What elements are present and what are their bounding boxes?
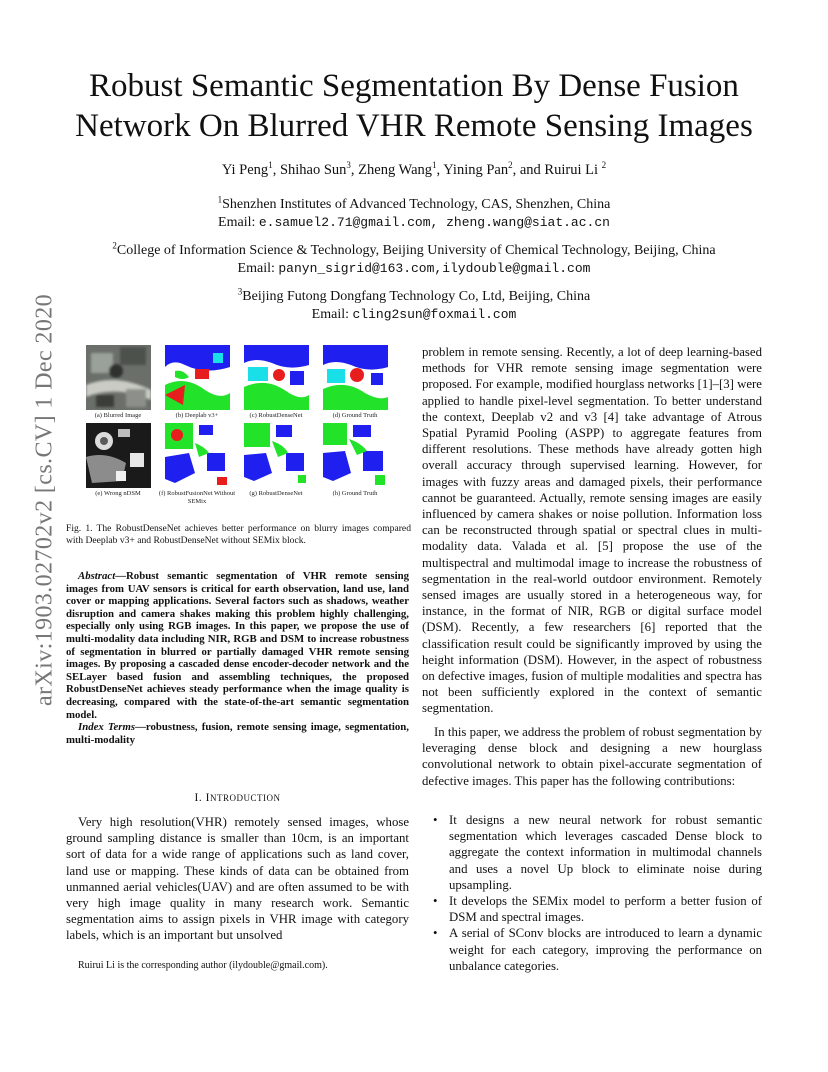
section-title-first: I: [205, 792, 210, 804]
title-line-1: Robust Semantic Segmentation By Dense Fusion: [89, 68, 739, 104]
index-terms-text: —robustness, fusion, remote sensing image, segmentation, multi-modality: [66, 721, 409, 746]
caption-c: (c) RobustDenseNet: [249, 412, 303, 419]
author: , Yining Pan: [436, 162, 509, 178]
intro-paragraph: Very high resolution(VHR) remotely sensed images, whose ground sampling distance is smaller than 10cm, is an important sort of data for a wide range of applications such as land cover, land use or mapping. These kinds of data can be obtained from unmanned aerial vehicles(UAV) and are often assumed to be with very high image quality in many research work. Semantic segmentation aims to assign pixels in VHR image with category labels, which is an important but unsolved: [66, 815, 409, 943]
blurred-image-photo: [86, 345, 151, 410]
figure-1: [86, 345, 408, 515]
caption-e: (e) Wrong nDSM: [95, 490, 141, 497]
aff-name: Shenzhen Institutes of Advanced Technology, CAS, Shenzhen, China: [222, 197, 611, 212]
author-sup: 1: [268, 160, 273, 171]
caption-g: (g) RobustDenseNet: [249, 490, 303, 497]
affiliation-1: [20, 196, 808, 232]
caption-f: (f) RobustFusionNet Without SEMix: [158, 490, 236, 505]
list-item: [422, 925, 762, 974]
index-terms-label: Index Terms: [78, 721, 136, 734]
bullet-mark: •: [433, 926, 438, 941]
list-item: [422, 893, 762, 925]
aff-sup: 1: [217, 194, 223, 205]
robustdensenet-segmentation-2: [244, 423, 309, 488]
email-label: Email:: [218, 215, 259, 230]
affiliation-3: [20, 288, 808, 324]
section-number: I.: [194, 792, 206, 804]
robustdensenet-segmentation: [244, 345, 309, 410]
email-label: Email:: [237, 261, 279, 276]
author-sup: 1: [432, 160, 437, 171]
email-text: e.samuel2.71@gmail.com, zheng.wang@siat.ac.cn: [258, 215, 610, 230]
caption-a: (a) Blurred Image: [94, 412, 142, 419]
arxiv-id: arXiv:1903.02702v2 [cs.CV] 1 Dec 2020: [31, 293, 58, 707]
wrong-ndsm-image: [86, 423, 151, 488]
author: , Zheng Wang: [350, 162, 433, 178]
author-sup: 3: [346, 160, 351, 171]
aff-name: College of Information Science & Technology, Beijing University of Chemical Technology, Beijing, China: [116, 243, 716, 258]
aff-name: Beijing Futong Dongfang Technology Co, Ltd, Beijing, China: [242, 289, 591, 304]
abstract: [66, 570, 409, 746]
ground-truth-segmentation: [323, 345, 388, 410]
abstract-text: —Robust semantic segmentation of VHR remote sensing images from UAV sensors is critical for earth observation, land use, land cover or mapping applications. Several factors such as shadows, weather disruption and camera shakes making this problem highly challenging, especially only using RGB images. In this paper, we propose the use of multi-modality data including NIR, RGB and DSM to increase robustness of segmentation in blurred or partially damaged VHR remote sensing images. By proposing a cascaded dense encoder-decoder network and the SELayer based fusion and assembling techniques, the proposed RobustDenseNet achieves steady performance when the image quality is decreasing, compared with the state-of-the-art semantic segmentation model.: [66, 570, 409, 721]
ground-truth-segmentation-2: [323, 423, 388, 488]
author: , Shihao Sun: [272, 162, 347, 178]
list-item: [422, 812, 762, 893]
author: Yi Peng: [221, 162, 269, 178]
right-paragraph-1: problem in remote sensing. Recently, a lot of deep learning-based methods for VHR remote sensing image segmentation were proposed. For example, modified hourglass networks [1]–[3] were applied to handle pixel-level segmentation. To better understand the context, Deeplab v2 and v3 [4] take advantage of Atrous Spatial Pyramid Pooling (ASPP) to aggregate features from different resolutions. These methods have already gotten high overall accuracy through supervised learning. However, for images with fuzzy areas and damaged pixels, their performance cannot be guaranteed. Actually, remote sensing images are easily influenced by camera shakes or noise pollution. Information loss can be reconstructed through spatial or spectral clues in multi-modality data. Valada et al. [5] propose the use of the multispectral and multimodal image to increase the robustness of segmentation in the real-world outdoor environment. Remotely sensed images are usually stored in a heterogeneous way, for instance, in the format of NIR, RGB or digital surface model (DSM). Recently, a few researchers [6] reported that the classification result could be significantly improved by using the height information (DSM). However, in the aspect of robustness on defective images, fusion of multiple modalities and spectra has not been sufficiently explored in the context of semantic segmentation.: [422, 345, 762, 716]
author: , and Ruirui Li: [512, 162, 602, 178]
aff-sup: 2: [112, 240, 117, 251]
list-item-text: A serial of SConv blocks are introduced to learn a dynamic weight for each category, improving the performance on unbalance categories.: [449, 926, 762, 973]
caption-h: (h) Ground Truth: [332, 490, 378, 497]
bullet-mark: •: [433, 894, 438, 909]
list-item-text: It develops the SEMix model to perform a better fusion of DSM and spectral images.: [449, 894, 762, 925]
bullet-mark: •: [433, 813, 438, 827]
right-paragraph-2: In this paper, we address the problem of robust segmentation by leveraging dense block and designing a new hourglass convolutional network to obtain pixel-accurate segmentation of defective images. This paper has the following contributions:: [422, 725, 762, 788]
robustfusionnet-segmentation: [165, 423, 230, 488]
author-sup: 2: [601, 160, 607, 171]
deeplab-segmentation: [165, 345, 230, 410]
section-title-rest: NTRODUCTION: [209, 793, 281, 803]
list-item-text: It designs a new neural network for robust semantic segmentation which leverages cascaded Dense block to aggregate the context information in multimodal channels and uses a novel Up block to eliminate noise during upsampling.: [449, 813, 762, 892]
caption-b: (b) Deeplab v3+: [175, 412, 219, 419]
caption-d: (d) Ground Truth: [332, 412, 378, 419]
author-list: [40, 162, 788, 179]
figure-caption: Fig. 1. The RobustDenseNet achieves better performance on blurry images compared with Deeplab v3+ and RobustDenseNet without SEMix block.: [66, 523, 411, 546]
email-label: Email:: [311, 307, 353, 322]
footnote: Ruirui Li is the corresponding author (ilydouble@gmail.com).: [78, 960, 328, 971]
title-line-2: Network On Blurred VHR Remote Sensing Images: [75, 108, 753, 144]
author-sup: 2: [508, 160, 513, 171]
arxiv-side-label: [20, 293, 70, 707]
section-heading: [66, 792, 409, 804]
email-text: cling2sun@foxmail.com: [352, 307, 517, 322]
contributions-list: [422, 812, 762, 974]
affiliation-2: [20, 242, 808, 278]
email-text: panyn_sigrid@163.com,ilydouble@gmail.com: [278, 261, 591, 276]
paper-title: [40, 66, 788, 146]
abstract-label: Abstract: [78, 570, 116, 582]
aff-sup: 3: [237, 286, 243, 297]
